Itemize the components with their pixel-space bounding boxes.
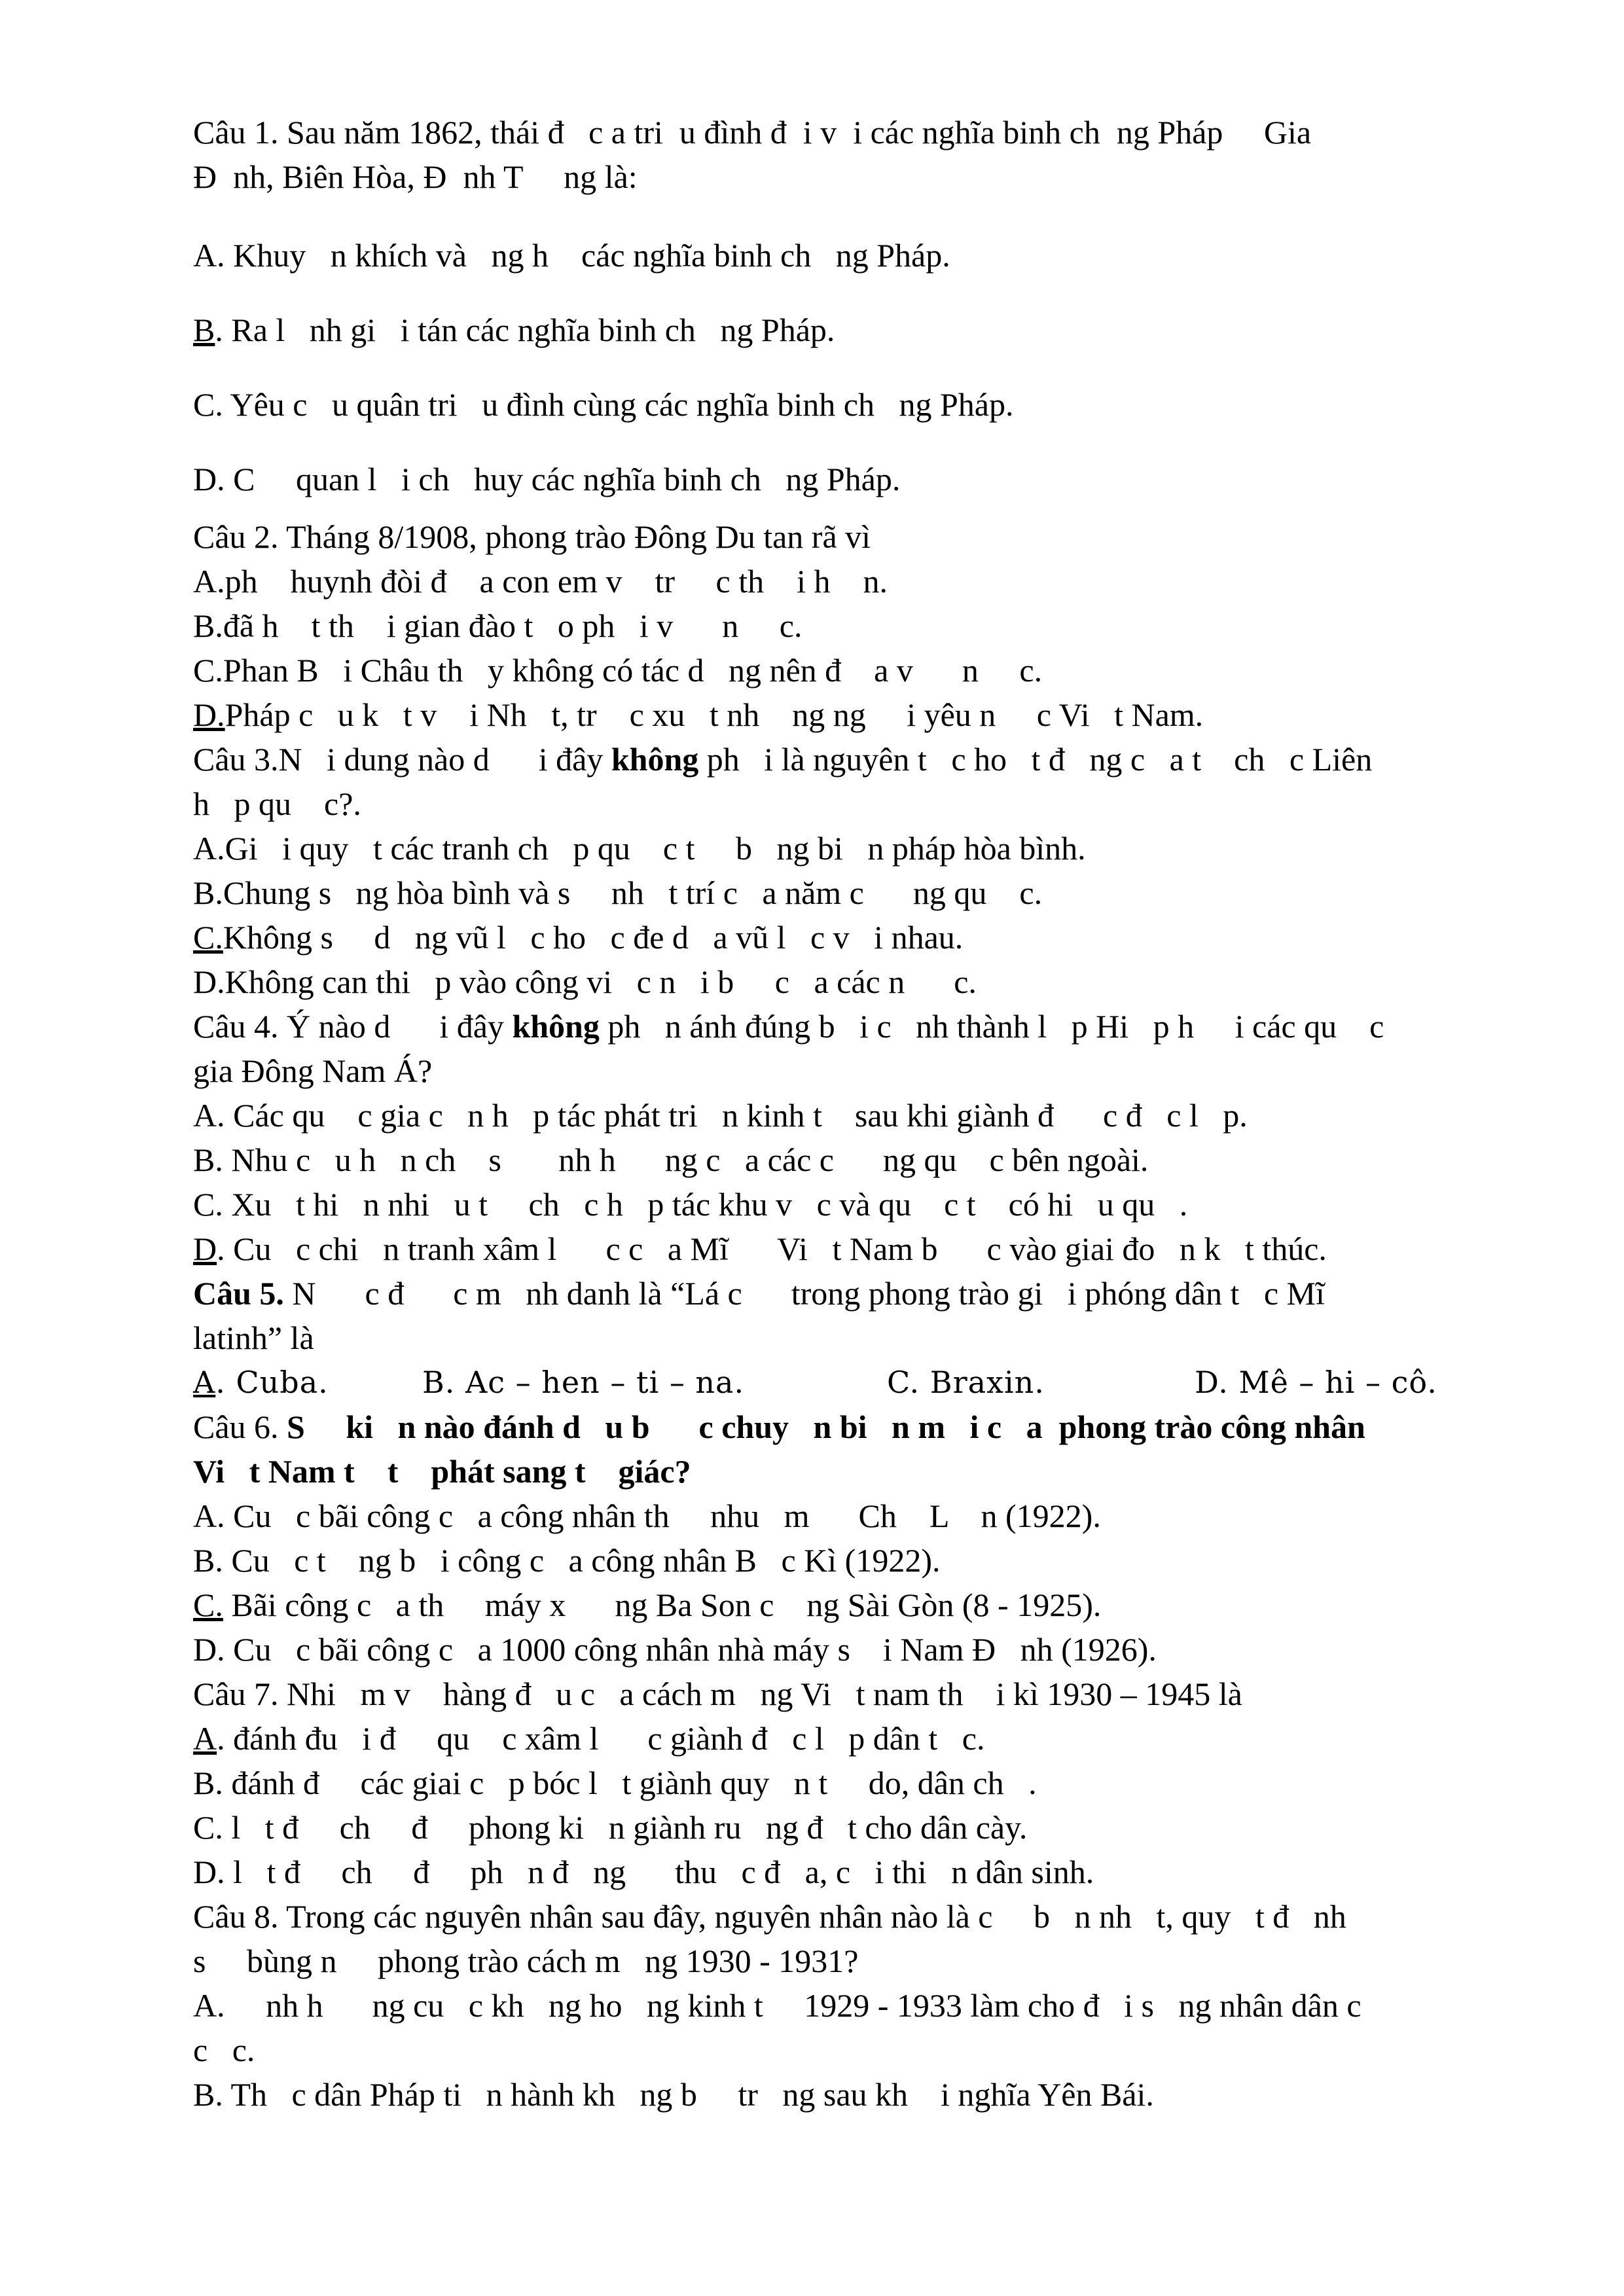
question-4-option-c: C. Xu t hi n nhi u t ch c h p tác khu v c và qu c t có hi u qu . [193,1186,1188,1223]
answer-key-mark: C. [193,919,223,956]
question-2-option-d-text: Pháp c u k t v i Nh t, tr c xu t nh ng ng i yêu n c Vi t Nam. [225,696,1204,733]
question-4-title-pre: Câu 4. Ý nào d i đây [193,1008,513,1045]
question-6-option-a: A. Cu c bãi công c a công nhân th nhu m Ch L n (1922). [193,1498,1101,1534]
question-7-title: Câu 7. Nhi m v hàng đ u c a cách m ng Vi t nam th i kì 1930 – 1945 là [193,1676,1242,1712]
question-7-option-a-text: . đánh đu i đ qu c xâm l c giành đ c l p dân t c. [217,1720,985,1757]
question-1-option-c: C. Yêu c u quân tri u đình cùng các nghĩa binh ch ng Pháp. [193,386,1014,423]
question-3-option-d: D.Không can thi p vào công vi c n i b c a các n c. [193,963,977,1000]
question-4-option-a: A. Các qu c gia c n h p tác phát tri n kinh t sau khi giành đ c đ c l p. [193,1097,1248,1134]
question-4-title [193,1004,1535,1093]
question-6-title [193,1405,1535,1494]
answer-key-mark: A [193,1720,217,1757]
question-6-title-pre: Câu 6. [193,1408,287,1445]
answer-key-mark: B [193,312,215,348]
question-1-title-line2: Đ nh, Biên Hòa, Đ nh T ng là: [193,158,638,195]
question-5-title-rest: N c đ c m nh danh là “Lá c trong phong trào gi i phóng dân t c Mĩ [283,1275,1325,1312]
question-3 [193,737,1535,1004]
question-8-option-b: B. Th c dân Pháp ti n hành kh ng b tr ng sau kh i nghĩa Yên Bái. [193,2076,1154,2113]
question-6-option-c-text: Bãi công c a th máy x ng Ba Son c ng Sài Gòn (8 - 1925). [223,1587,1102,1623]
exam-page [193,110,1535,2117]
question-1-title [193,110,1535,199]
question-1-option-b [193,308,1535,352]
question-3-title-post: ph i là nguyên t c ho t đ ng c a t ch c Liên [698,741,1373,778]
question-7-option-b: B. đánh đ các giai c p bóc l t giành quy n t do, dân ch . [193,1765,1037,1801]
question-8-option-a [193,1983,1535,2072]
answer-key-mark: A [193,1365,216,1400]
question-5-option-b: B. Ac – hen – ti – na. [422,1365,745,1400]
question-1-option-a: A. Khuy n khích và ng h các nghĩa binh ch ng Pháp. [193,237,950,274]
question-5 [193,1271,1535,1405]
question-8-title-line1: Câu 8. Trong các nguyên nhân sau đây, nguyên nhân nào là c b n nh t, quy t đ nh [193,1898,1346,1935]
question-3-title-pre: Câu 3.N i dung nào d i đây [193,741,611,778]
question-3-option-a: A.Gi i quy t các tranh ch p qu c t b ng bi n pháp hòa bình. [193,830,1086,867]
question-4-title-bold: không [512,1008,600,1045]
question-5-option-c: C. Braxin. [887,1365,1045,1400]
question-1-title-line1: Câu 1. Sau năm 1862, thái đ c a tri u đình đ i v i các nghĩa binh ch ng Pháp Gia [193,114,1312,151]
question-6 [193,1405,1535,1672]
question-4-title-line2: gia Đông Nam Á? [193,1052,433,1089]
question-3-option-c [193,915,1535,960]
question-4-option-d-text: . Cu c chi n tranh xâm l c c a Mĩ Vi t Nam b c vào giai đo n k t thúc. [217,1230,1327,1267]
question-1-option-d: D. C quan l i ch huy các nghĩa binh ch ng Pháp. [193,461,901,497]
question-4-option-b: B. Nhu c u h n ch s nh h ng c a các c ng qu c bên ngoài. [193,1141,1149,1178]
question-4-title-post: ph n ánh đúng b i c nh thành l p Hi p h i các qu c [599,1008,1384,1045]
question-3-option-b: B.Chung s ng hòa bình và s nh t trí c a năm c ng qu c. [193,874,1043,911]
question-2-option-d [193,692,1535,737]
question-6-title-line2: Vi t Nam t t phát sang t giác? [193,1453,691,1490]
question-8-title-line2: s bùng n phong trào cách m ng 1930 - 1931? [193,1943,859,1979]
question-5-title-bold: Câu 5. [193,1275,284,1312]
question-5-option-a-text: . Cuba. [215,1365,329,1400]
question-8-option-a-line2: c c. [193,2032,255,2068]
question-3-option-c-text: Không s d ng vũ l c ho c đe d a vũ l c v i nhau. [223,919,964,956]
question-3-title [193,737,1535,826]
answer-key-mark: D [193,1230,217,1267]
question-5-title [193,1271,1535,1360]
question-6-title-bold: S ki n nào đánh d u b c chuy n bi n m i c a phong trào công nhân [287,1408,1365,1445]
question-2 [193,514,1535,737]
question-2-title: Câu 2. Tháng 8/1908, phong trào Đông Du tan rã vì [193,518,871,555]
question-7-option-c: C. l t đ ch đ phong ki n giành ru ng đ t cho dân cày. [193,1809,1028,1846]
question-5-option-d: D. Mê – hi – cô. [1195,1365,1437,1400]
question-8-title [193,1894,1535,1983]
question-7-option-a [193,1716,1535,1761]
question-1-option-b-text: . Ra l nh gi i tán các nghĩa binh ch ng Pháp. [215,312,835,348]
question-8 [193,1894,1535,2117]
question-6-option-c [193,1583,1535,1627]
question-1 [193,110,1535,501]
question-5-title-line2: latinh” là [193,1319,314,1356]
question-8-option-a-line1: A. nh h ng cu c kh ng ho ng kinh t 1929 - 1933 làm cho đ i s ng nhân dân c [193,1987,1362,2024]
question-4-option-d [193,1227,1535,1271]
question-3-title-bold: không [611,741,699,778]
question-5-option-a [193,1360,422,1405]
question-4 [193,1004,1535,1271]
question-7-option-d: D. l t đ ch đ ph n đ ng thu c đ a, c i thi n dân sinh. [193,1854,1094,1890]
question-5-options-row [193,1360,1535,1405]
question-3-title-line2: h p qu c?. [193,785,361,822]
question-6-option-d: D. Cu c bãi công c a 1000 công nhân nhà máy s i Nam Đ nh (1926). [193,1631,1157,1668]
question-2-option-a: A.ph huynh đòi đ a con em v tr c th i h n. [193,563,888,600]
question-2-option-c: C.Phan B i Châu th y không có tác d ng nên đ a v n c. [193,652,1043,689]
question-7 [193,1672,1535,1894]
question-6-option-b: B. Cu c t ng b i công c a công nhân B c Kì (1922). [193,1542,941,1579]
answer-key-mark: D. [193,696,225,733]
question-2-option-b: B.đã h t th i gian đào t o ph i v n c. [193,607,803,644]
answer-key-mark: C. [193,1587,223,1623]
